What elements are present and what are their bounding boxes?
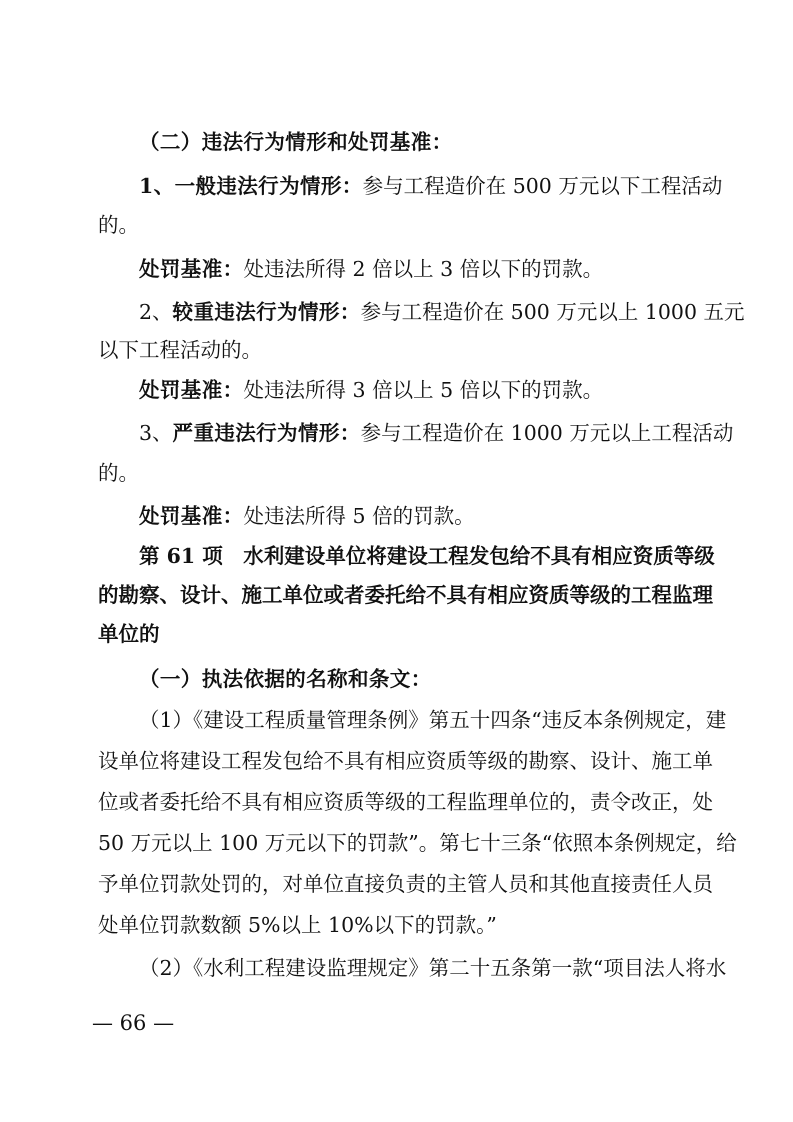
item-61-heading-line-1: 第 61 项 水利建设单位将建设工程发包给不具有相应资质等级 (139, 544, 715, 568)
page-number: — 66 — (92, 1011, 175, 1035)
item-3-text: 参与工程造价在 1000 万元以上工程活动 (360, 421, 734, 445)
item-61-heading-line-3: 单位的 (98, 622, 160, 646)
penalty-1-text: 处违法所得 2 倍以上 3 倍以下的罚款。 (243, 257, 604, 281)
basis-paragraph-1-line-4: 50 万元以上 100 万元以下的罚款”。第七十三条“依照本条例规定，给 (98, 831, 737, 855)
item-1-label: 1、一般违法行为情形： (139, 174, 363, 198)
penalty-1-label: 处罚基准： (139, 257, 244, 281)
item-2-text: 参与工程造价在 500 万元以上 1000 五元 (360, 300, 745, 324)
item-3-label: 严重违法行为情形： (172, 421, 361, 445)
penalty-2-text: 处违法所得 3 倍以上 5 倍以下的罚款。 (243, 378, 604, 402)
penalty-3-text: 处违法所得 5 倍的罚款。 (243, 504, 475, 528)
basis-paragraph-1-line-6: 处单位罚款数额 5%以上 10%以下的罚款。” (98, 913, 497, 937)
penalty-3 (139, 501, 696, 531)
penalty-1 (139, 254, 696, 284)
item-1-text: 参与工程造价在 500 万元以下工程活动 (362, 174, 723, 198)
item-2-line-1 (139, 297, 745, 327)
item-2-label: 较重违法行为情形： (172, 300, 361, 324)
item-1-line-2: 的。 (98, 213, 139, 237)
penalty-3-label: 处罚基准： (139, 504, 244, 528)
basis-paragraph-1-line-3: 位或者委托给不具有相应资质等级的工程监理单位的，责令改正，处 (98, 790, 713, 814)
basis-paragraph-1-line-1: （1）《建设工程质量管理条例》第五十四条“违反本条例规定，建 (139, 708, 727, 732)
penalty-2 (139, 375, 696, 405)
item-61-heading-line-2: 的勘察、设计、施工单位或者委托给不具有相应资质等级的工程监理 (98, 583, 713, 607)
item-3-number: 3、 (139, 421, 173, 445)
item-1-line-1 (139, 171, 723, 201)
item-2-number: 2、 (139, 300, 173, 324)
basis-paragraph-1-line-2: 设单位将建设工程发包给不具有相应资质等级的勘察、设计、施工单 (98, 749, 713, 773)
item-3-line-1 (139, 418, 734, 448)
penalty-2-label: 处罚基准： (139, 378, 244, 402)
item-3-line-2: 的。 (98, 461, 139, 485)
item-2-line-2: 以下工程活动的。 (98, 338, 262, 362)
basis-heading: （一）执法依据的名称和条文： (139, 667, 432, 691)
basis-paragraph-2-line-1: （2）《水利工程建设监理规定》第二十五条第一款“项目法人将水 (139, 956, 727, 980)
basis-paragraph-1-line-5: 予单位罚款处罚的，对单位直接负责的主管人员和其他直接责任人员 (98, 872, 713, 896)
section-heading: （二）违法行为情形和处罚基准： (139, 130, 453, 154)
